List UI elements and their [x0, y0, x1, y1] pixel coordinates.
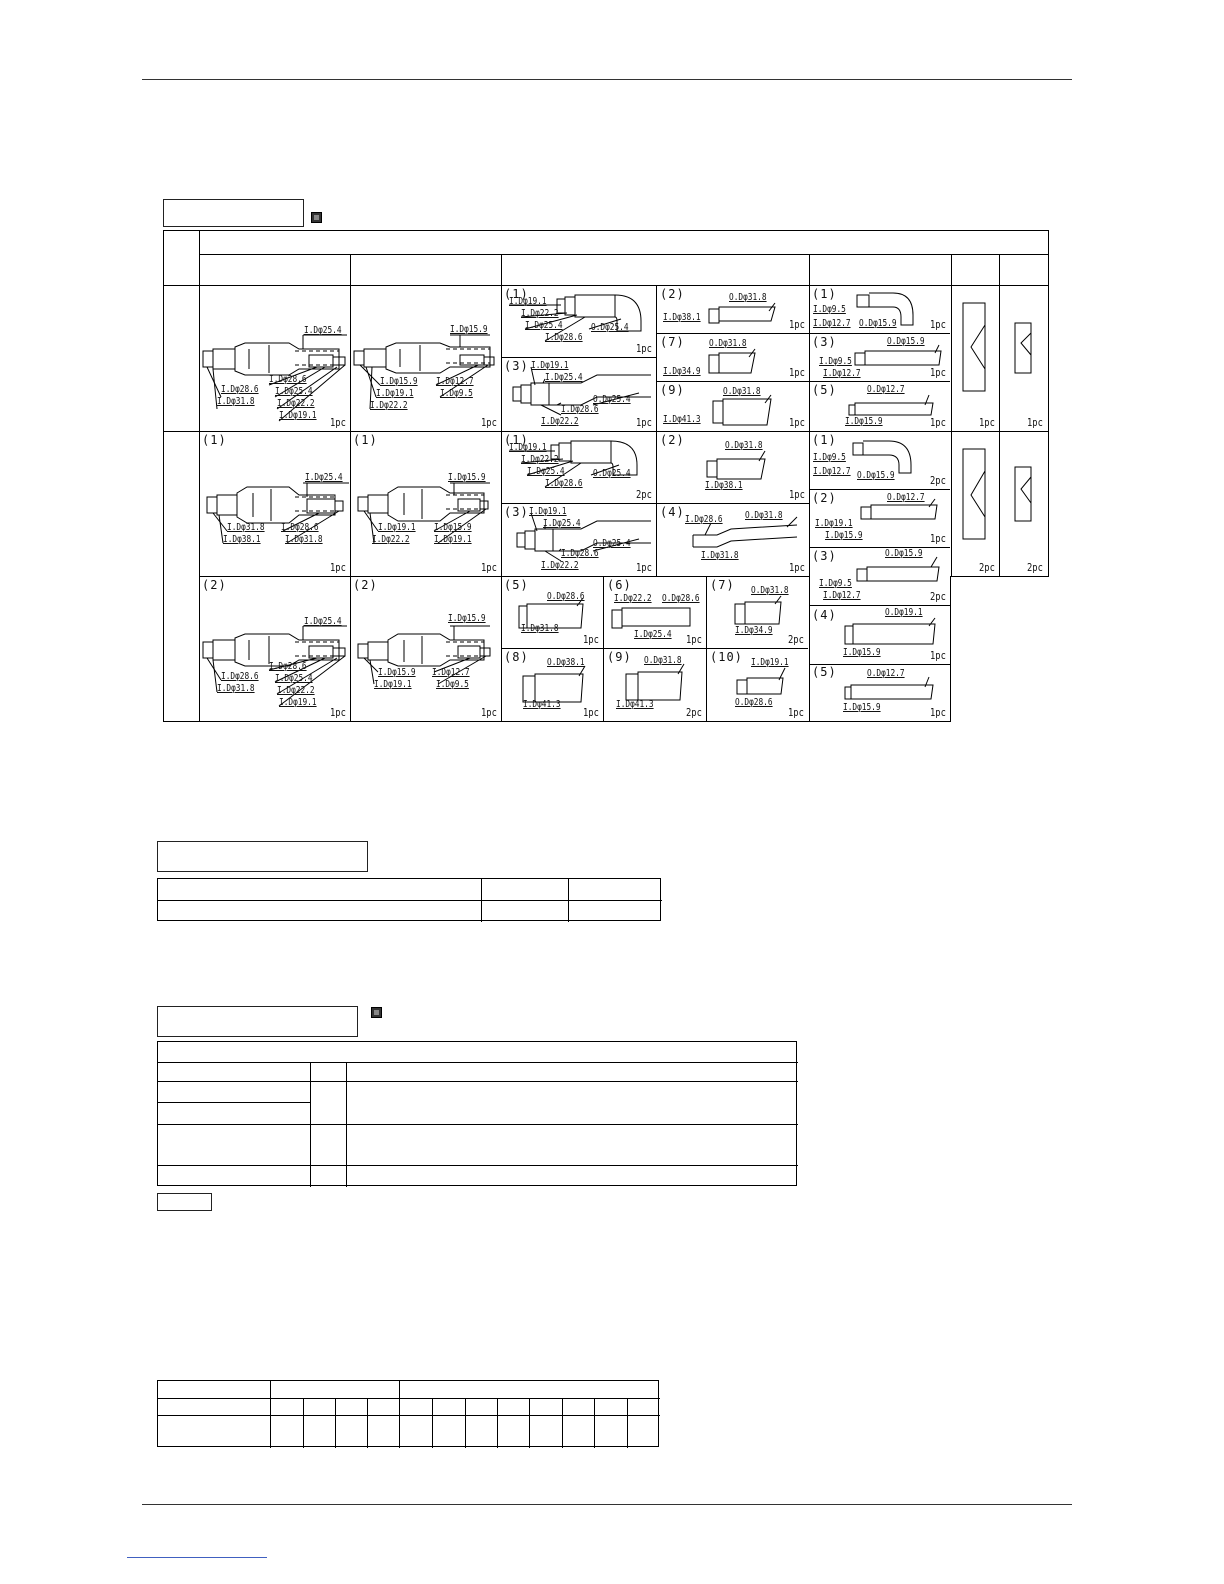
dim-label: I.Dφ38.1 [663, 312, 701, 323]
reducer-C3-6 [604, 576, 706, 648]
dim-label: O.Dφ28.6 [547, 591, 585, 602]
dim-label: O.Dφ25.4 [593, 538, 631, 549]
dim-label: I.Dφ34.9 [663, 366, 701, 377]
insulation-drawing [999, 431, 1047, 576]
dim-label: I.Dφ19.1 [509, 296, 547, 307]
insulation-G2 [999, 431, 1047, 576]
qty-label: 1pc [789, 366, 805, 379]
dim-label: I.Dφ12.7 [436, 376, 474, 387]
qty-label: 2pc [1027, 561, 1043, 574]
qty-label: 2pc [930, 590, 946, 603]
dim-label: I.Dφ25.4 [634, 629, 672, 640]
dim-label: I.Dφ15.9 [378, 667, 416, 678]
dim-label: I.Dφ28.6 [281, 522, 319, 533]
dim-label: I.Dφ25.4 [275, 673, 313, 684]
note-box [157, 1193, 212, 1211]
qty-label: 2pc [636, 488, 652, 501]
item-number: (10) [710, 650, 743, 664]
qty-label: 1pc [330, 561, 346, 574]
dim-label: I.Dφ22.2 [541, 560, 579, 571]
dim-label: I.Dφ31.8 [217, 683, 255, 694]
marker-icon [371, 1007, 382, 1018]
dim-label: O.Dφ19.1 [885, 607, 923, 618]
dim-label: I.Dφ25.4 [275, 386, 313, 397]
dim-label: O.Dφ15.9 [857, 470, 895, 481]
dim-label: I.Dφ25.4 [525, 320, 563, 331]
dim-label: I.Dφ15.9 [448, 613, 486, 624]
dim-label: O.Dφ31.8 [729, 292, 767, 303]
dim-label: I.Dφ28.6 [269, 374, 307, 385]
item-number: (3) [504, 505, 529, 519]
parts-table-mask [951, 577, 1051, 723]
dim-label: I.Dφ15.9 [434, 522, 472, 533]
dim-label: I.Dφ19.1 [751, 657, 789, 668]
dim-label: I.Dφ41.3 [616, 699, 654, 710]
qty-label: 1pc [330, 416, 346, 429]
footer-rule [142, 1504, 1072, 1505]
item-number: (5) [812, 665, 837, 679]
qty-label: 1pc [686, 633, 702, 646]
insulation-drawing [951, 285, 999, 431]
dim-label: O.Dφ25.4 [593, 394, 631, 405]
dim-label: I.Dφ41.3 [663, 414, 701, 425]
dim-label: I.Dφ12.7 [823, 590, 861, 601]
dim-label: I.Dφ22.2 [277, 398, 315, 409]
dim-label: O.Dφ31.8 [751, 585, 789, 596]
dim-label: I.Dφ19.1 [376, 388, 414, 399]
dim-label: I.Dφ15.9 [843, 647, 881, 658]
dim-label: I.Dφ19.1 [374, 679, 412, 690]
dim-label: I.Dφ19.1 [434, 534, 472, 545]
branch-pipe-drawing [350, 431, 501, 576]
item-number: (1) [504, 287, 529, 301]
qty-label: 1pc [930, 318, 946, 331]
dim-label: I.Dφ9.5 [819, 356, 852, 367]
socket-E2-3 [809, 547, 950, 606]
item-number: (4) [812, 608, 837, 622]
dim-label: I.Dφ15.9 [448, 472, 486, 483]
dim-label: I.Dφ22.2 [521, 454, 559, 465]
branch-pipe-B3 [350, 576, 501, 721]
item-number: (1) [812, 287, 837, 301]
dim-label: I.Dφ15.9 [380, 376, 418, 387]
dim-label: I.Dφ19.1 [509, 442, 547, 453]
dim-label: I.Dφ9.5 [819, 578, 852, 589]
dim-label: O.Dφ28.6 [735, 697, 773, 708]
item-number: (3) [812, 335, 837, 349]
insulation-F2 [951, 431, 999, 576]
dim-label: I.Dφ28.6 [269, 661, 307, 672]
qty-label: 1pc [481, 706, 497, 719]
dim-label: O.Dφ12.7 [867, 668, 905, 679]
dim-label: I.Dφ38.1 [705, 480, 743, 491]
dim-label: I.Dφ19.1 [531, 360, 569, 371]
item-number: (1) [202, 433, 227, 447]
qty-label: 1pc [583, 706, 599, 719]
branch-pipe-drawing [199, 576, 350, 721]
dim-label: I.Dφ22.2 [521, 308, 559, 319]
section-label-box [157, 841, 368, 872]
socket-C3-8 [501, 648, 603, 721]
insulation-G1 [999, 285, 1047, 431]
branch-pipe-A1 [199, 285, 350, 431]
dim-label: I.Dφ9.5 [813, 304, 846, 315]
socket-E2-2 [809, 489, 950, 548]
dim-label: O.Dφ15.9 [887, 336, 925, 347]
dim-label: I.Dφ9.5 [436, 679, 469, 690]
dim-label: I.Dφ19.1 [815, 518, 853, 529]
socket-C3-9 [604, 648, 706, 721]
dim-label: I.Dφ38.1 [223, 534, 261, 545]
qty-label: 2pc [788, 633, 804, 646]
socket-D1-2 [656, 285, 809, 334]
qty-label: 1pc [930, 366, 946, 379]
item-number: (5) [504, 578, 529, 592]
marker-icon [311, 212, 322, 223]
item-number: (8) [504, 650, 529, 664]
qty-label: 1pc [979, 416, 995, 429]
dim-label: I.Dφ31.8 [227, 522, 265, 533]
item-number: (2) [353, 578, 378, 592]
qty-label: 1pc [930, 532, 946, 545]
dim-label: I.Dφ22.2 [277, 685, 315, 696]
dim-label: O.Dφ25.4 [591, 322, 629, 333]
branch-pipe-A2 [199, 431, 350, 576]
reducer-C1-1 [501, 285, 656, 358]
section-label-box [157, 1006, 358, 1037]
socket-D1-9 [656, 381, 809, 431]
item-number: (1) [353, 433, 378, 447]
reducer-C1-3 [501, 357, 656, 431]
qty-label: 1pc [930, 706, 946, 719]
elbow-E1-1 [809, 285, 950, 334]
item-number: (2) [202, 578, 227, 592]
footer-link-underline[interactable] [127, 1557, 267, 1558]
qty-label: 1pc [789, 488, 805, 501]
qty-label: 1pc [788, 706, 804, 719]
dim-label: I.Dφ12.7 [823, 368, 861, 379]
dim-label: I.Dφ12.7 [432, 667, 470, 678]
insulation-drawing [951, 431, 999, 576]
qty-label: 1pc [789, 318, 805, 331]
dim-label: I.Dφ15.9 [450, 324, 488, 335]
qty-label: 2pc [686, 706, 702, 719]
header-rule [142, 79, 1072, 80]
dim-label: I.Dφ25.4 [304, 325, 342, 336]
dim-label: O.Dφ31.8 [725, 440, 763, 451]
dim-label: I.Dφ34.9 [735, 625, 773, 636]
reducer-C2-3 [501, 503, 656, 576]
dim-label: O.Dφ31.8 [644, 655, 682, 666]
qty-label: 2pc [930, 474, 946, 487]
dim-label: I.Dφ28.6 [545, 478, 583, 489]
item-number: (3) [812, 549, 837, 563]
dim-label: I.Dφ19.1 [529, 506, 567, 517]
socket-D2-2 [656, 431, 809, 504]
item-number: (1) [812, 433, 837, 447]
branch-pipe-A3 [199, 576, 350, 721]
dim-label: O.Dφ12.7 [887, 492, 925, 503]
dim-label: I.Dφ28.6 [221, 384, 259, 395]
dim-label: I.Dφ22.2 [614, 593, 652, 604]
dim-label: I.Dφ25.4 [305, 472, 343, 483]
dim-label: I.Dφ25.4 [543, 518, 581, 529]
dim-label: I.Dφ28.6 [561, 548, 599, 559]
item-number: (7) [710, 578, 735, 592]
socket-E1-3 [809, 333, 950, 382]
dim-label: I.Dφ22.2 [541, 416, 579, 427]
branch-pipe-B2 [350, 431, 501, 576]
dim-label: I.Dφ31.8 [285, 534, 323, 545]
qty-label: 1pc [636, 342, 652, 355]
reducer-D2-4 [656, 503, 809, 576]
socket-C3-7 [707, 576, 808, 648]
dim-label: I.Dφ12.7 [813, 466, 851, 477]
qty-label: 1pc [1027, 416, 1043, 429]
dim-label: O.Dφ38.1 [547, 657, 585, 668]
qty-label: 1pc [789, 416, 805, 429]
dim-label: O.Dφ15.9 [885, 548, 923, 559]
dim-label: O.Dφ31.8 [723, 386, 761, 397]
dim-label: I.Dφ19.1 [279, 410, 317, 421]
item-number: (2) [812, 491, 837, 505]
item-number: (9) [607, 650, 632, 664]
item-number: (3) [504, 359, 529, 373]
reducer-drawing [657, 503, 809, 576]
reducer-C2-1 [501, 431, 656, 504]
dim-label: O.Dφ15.9 [859, 318, 897, 329]
item-number: (2) [660, 433, 685, 447]
dim-label: I.Dφ15.9 [825, 530, 863, 541]
spec-table [157, 1041, 797, 1186]
dim-label: O.Dφ25.4 [593, 468, 631, 479]
dim-label: I.Dφ22.2 [372, 534, 410, 545]
qty-label: 1pc [481, 416, 497, 429]
dim-label: I.Dφ41.3 [523, 699, 561, 710]
dim-label: I.Dφ25.4 [545, 372, 583, 383]
qty-label: 1pc [930, 649, 946, 662]
qty-label: 1pc [481, 561, 497, 574]
elbow-E2-1 [809, 431, 950, 490]
socket-C3-10 [707, 648, 808, 721]
branch-pipe-drawing [199, 431, 350, 576]
qty-label: 2pc [979, 561, 995, 574]
small-table [157, 878, 661, 921]
socket-E3-5 [809, 663, 950, 721]
item-number: (5) [812, 383, 837, 397]
qty-label: 1pc [789, 561, 805, 574]
qty-label: 1pc [330, 706, 346, 719]
item-number: (2) [660, 287, 685, 301]
qty-label: 1pc [930, 416, 946, 429]
dim-label: I.Dφ12.7 [813, 318, 851, 329]
socket-D1-7 [656, 333, 809, 382]
dim-label: I.Dφ31.8 [217, 396, 255, 407]
qty-label: 1pc [636, 416, 652, 429]
item-number: (7) [660, 335, 685, 349]
qty-label: 1pc [583, 633, 599, 646]
dim-label: I.Dφ31.8 [521, 623, 559, 634]
dim-label: I.Dφ22.2 [370, 400, 408, 411]
dim-label: I.Dφ28.6 [685, 514, 723, 525]
insulation-drawing [999, 285, 1047, 431]
dim-label: I.Dφ28.6 [561, 404, 599, 415]
bottom-table [157, 1380, 659, 1447]
dim-label: I.Dφ15.9 [845, 416, 883, 427]
dim-label: I.Dφ9.5 [813, 452, 846, 463]
socket-E1-5 [809, 381, 950, 431]
branch-pipe-drawing [199, 285, 350, 431]
dim-label: I.Dφ28.6 [545, 332, 583, 343]
branch-pipe-B1 [350, 285, 501, 431]
dim-label: O.Dφ12.7 [867, 384, 905, 395]
dim-label: I.Dφ15.9 [843, 702, 881, 713]
section-label-box [163, 199, 304, 227]
qty-label: 1pc [636, 561, 652, 574]
dim-label: I.Dφ28.6 [221, 671, 259, 682]
dim-label: I.Dφ31.8 [701, 550, 739, 561]
dim-label: I.Dφ25.4 [304, 616, 342, 627]
dim-label: I.Dφ9.5 [440, 388, 473, 399]
dim-label: O.Dφ31.8 [745, 510, 783, 521]
socket-E3-4 [809, 605, 950, 665]
dim-label: I.Dφ19.1 [378, 522, 416, 533]
item-number: (4) [660, 505, 685, 519]
item-number: (6) [607, 578, 632, 592]
dim-label: I.Dφ19.1 [279, 697, 317, 708]
item-number: (9) [660, 383, 685, 397]
branch-pipe-drawing [350, 576, 501, 721]
socket-C3-5 [501, 576, 603, 648]
dim-label: O.Dφ31.8 [709, 338, 747, 349]
insulation-F1 [951, 285, 999, 431]
dim-label: O.Dφ28.6 [662, 593, 700, 604]
item-number: (1) [504, 433, 529, 447]
dim-label: I.Dφ25.4 [527, 466, 565, 477]
